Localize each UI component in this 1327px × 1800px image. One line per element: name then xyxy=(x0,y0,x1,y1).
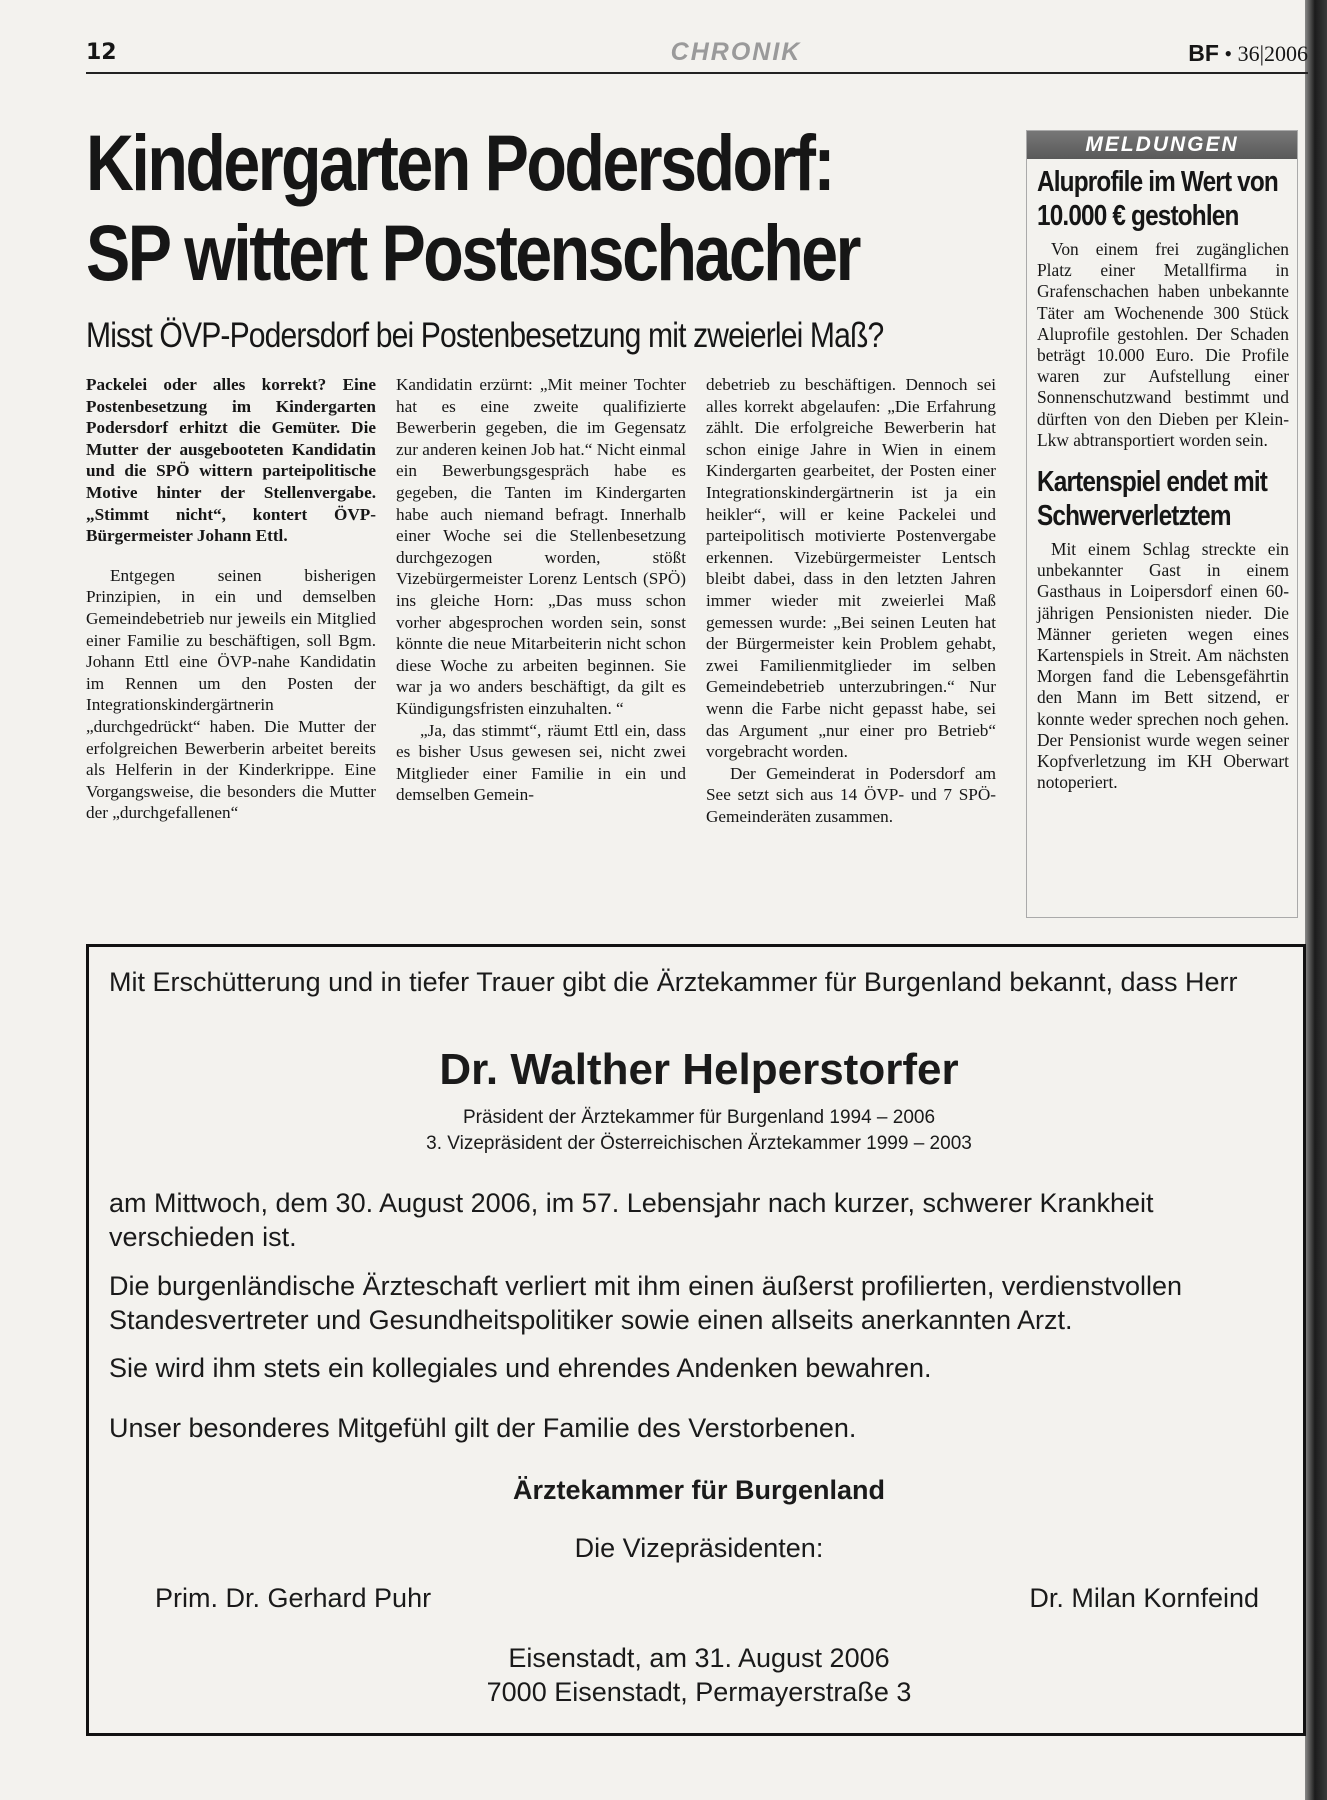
article-lead: Packelei oder alles korrekt? Eine Postenbesetzung im Kindergarten Podersdorf erhitzt die Gemüter. Die Mutter der ausgebooteten Kandidatin und die SPÖ wittern parteipolitische Motive hinter der Stellenvergabe. „Stimmt nicht“, kontert ÖVP-Bürgermeister Johann Ettl. xyxy=(86,375,376,546)
sidebar-band: MELDUNGEN xyxy=(1027,131,1297,159)
page-number: 12 xyxy=(86,40,117,65)
obituary-address: 7000 Eisenstadt, Permayerstraße 3 xyxy=(486,1677,912,1707)
obituary-tribute: Die burgenländische Ärzteschaft verliert mit ihm einen äußerst profilierten, verdienstvollen Standesvertreter und Gesundheitspolitiker sowie einen allseits anerkannten Arzt. xyxy=(109,1271,1182,1335)
section-label: CHRONIK xyxy=(670,38,802,66)
page-header xyxy=(86,38,1308,74)
obituary-memory: Sie wird ihm stets ein kollegiales und ehrendes Andenken bewahren. xyxy=(109,1353,932,1383)
article-paragraph: Entgegen seinen bisherigen Prinzipien, in ein und demselben Gemeindebetrieb nur jeweils ein Mitglied einer Familie zu beschäftigen, soll Bgm. Johann Ettl eine ÖVP-nahe Kandidatin im Rennen um den Posten der Integrationskindergärtnerin „durchgedrückt“ haben. Die Mutter der erfolgreichen Bewerberin arbeitet bereits als Helferin in der Kinderkrippe. Eine Vorgangsweise, die besonders die Mutter der „durchgefallenen“ xyxy=(86,565,376,823)
issue-number: 36|2006 xyxy=(1237,41,1308,66)
sidebar-paragraph: Von einem frei zugänglichen Platz einer Metallfirma in Grafenschachen haben unbekannte Täter am Wochenende 300 Stück Aluprofile gestohlen. Der Schaden beträgt 10.000 Euro. Die Profile waren zur Aufstellung einer Sonnenschutzwand bestimmt und dürften von den Dieben per Klein-Lkw abtransportiert worden sein. xyxy=(1037,239,1289,450)
obituary-death-notice: am Mittwoch, dem 30. August 2006, im 57. Lebensjahr nach kurzer, schwerer Krankheit verschieden ist. xyxy=(109,1188,1154,1252)
sidebar-headline-1: Aluprofile im Wert von 10.000 € gestohlen xyxy=(1037,166,1278,232)
article-column-1 xyxy=(86,374,376,922)
sidebar-text-1 xyxy=(1037,239,1289,451)
obituary-role-2: 3. Vizepräsident der Österreichischen Ärztekammer 1999 – 2003 xyxy=(426,1133,972,1154)
article-paragraph: „Ja, das stimmt“, räumt Ettl ein, dass es bisher Usus gewesen sei, nicht zwei Mitglieder einer Familie in ein und demselben Gemein- xyxy=(396,720,686,805)
page-binding-edge xyxy=(1305,0,1327,1800)
obituary-place-date: Eisenstadt, am 31. August 2006 xyxy=(508,1643,890,1673)
headline-line-1: Kindergarten Podersdorf: xyxy=(86,118,833,207)
sidebar-paragraph: Mit einem Schlag streckte ein unbekannter Gast in einem Gasthaus in Loipersdorf einen 60-jährigen Pensionisten nieder. Die Männer gerieten wegen eines Kartenspiels in Streit. Am nächsten Morgen fand die Lebensgefährtin den Mann im Bett sitzend, er konnte weder sprechen noch gehen. Der Pensionist wurde wegen seiner Kopfverletzung im KH Oberwart notoperiert. xyxy=(1037,539,1289,793)
obituary-vice-label: Die Vizepräsidenten: xyxy=(574,1533,824,1563)
obituary-notice xyxy=(86,944,1306,1736)
obituary-role-1: Präsident der Ärztekammer für Burgenland 1994 – 2006 xyxy=(462,1107,936,1128)
obituary-signatory-right: Dr. Milan Kornfeind xyxy=(1029,1583,1259,1613)
obituary-name: Dr. Walther Helperstorfer xyxy=(439,1045,959,1094)
obituary-sympathy: Unser besonderes Mitgefühl gilt der Familie des Verstorbenen. xyxy=(109,1413,857,1443)
obituary-organization: Ärztekammer für Burgenland xyxy=(512,1475,886,1505)
article-column-3 xyxy=(706,374,996,922)
sidebar-headline-2: Kartenspiel endet mit Schwerverletztem xyxy=(1037,466,1268,533)
obituary-signatory-left: Prim. Dr. Gerhard Puhr xyxy=(155,1583,432,1613)
article-subtitle: Misst ÖVP-Podersdorf bei Postenbesetzung mit zweierlei Maß? xyxy=(86,316,884,355)
article-column-2 xyxy=(396,374,686,922)
issue-info xyxy=(1188,40,1308,67)
article-headline xyxy=(86,118,859,298)
issue-separator: • xyxy=(1224,41,1233,66)
news-sidebar xyxy=(1026,130,1298,918)
article-body xyxy=(86,374,996,922)
article-paragraph: Der Gemeinderat in Podersdorf am See setzt sich aus 14 ÖVP- und 7 SPÖ-Gemeinderäten zusammen. xyxy=(706,763,996,826)
sidebar-text-2 xyxy=(1037,539,1289,793)
article-paragraph: Kandidatin erzürnt: „Mit meiner Tochter hat es eine zweite qualifizierte Bewerberin gegeben, die im Gegensatz zur anderen keinen Job hat.“ Nicht einmal ein Bewerbungsgespräch habe es gegeben, die Tanten im Kindergarten habe auch niemand befragt. Innerhalb einer Woche sei die Stellenbesetzung durchgezogen worden, stößt Vizebürgermeister Lorenz Lentsch (SPÖ) ins gleiche Horn: „Das muss schon vorher abgesprochen worden sein, sonst könnte die neue Mitarbeiterin nicht schon diese Woche zu arbeiten beginnen. Sie war ja wo anders beschäftigt, da gilt es Kündigungsfristen einzuhalten. “ xyxy=(396,375,686,718)
publication-name: BF xyxy=(1188,40,1219,66)
obituary-intro: Mit Erschütterung und in tiefer Trauer gibt die Ärztekammer für Burgenland bekannt, dass Herr xyxy=(109,967,1238,997)
article-paragraph: debetrieb zu beschäftigen. Dennoch sei alles korrekt abgelaufen: „Die Erfahrung zählt. Die erfolgreiche Bewerberin hat schon einige Jahre in Wien in einem Kindergarten gearbeitet, der Posten einer Integrationskindergärtnerin ist ja ein heikler“, will er keine Packelei und parteipolitisch motivierte Postenvergabe erkennen. Vizebürgermeister Lentsch bleibt dabei, dass in den letzten Jahren immer wieder mit zweierlei Maß gemessen wurde: „Bei seinen Leuten hat der Bürgermeister kein Problem gehabt, zwei Familienmitglieder im selben Gemeindebetrieb unterzubringen.“ Nur wenn die Farbe nicht gepasst habe, sei das Argument „nur einer pro Betrieb“ vorgebracht worden. xyxy=(706,375,996,762)
headline-line-2: SP wittert Postenschacher xyxy=(86,208,859,297)
